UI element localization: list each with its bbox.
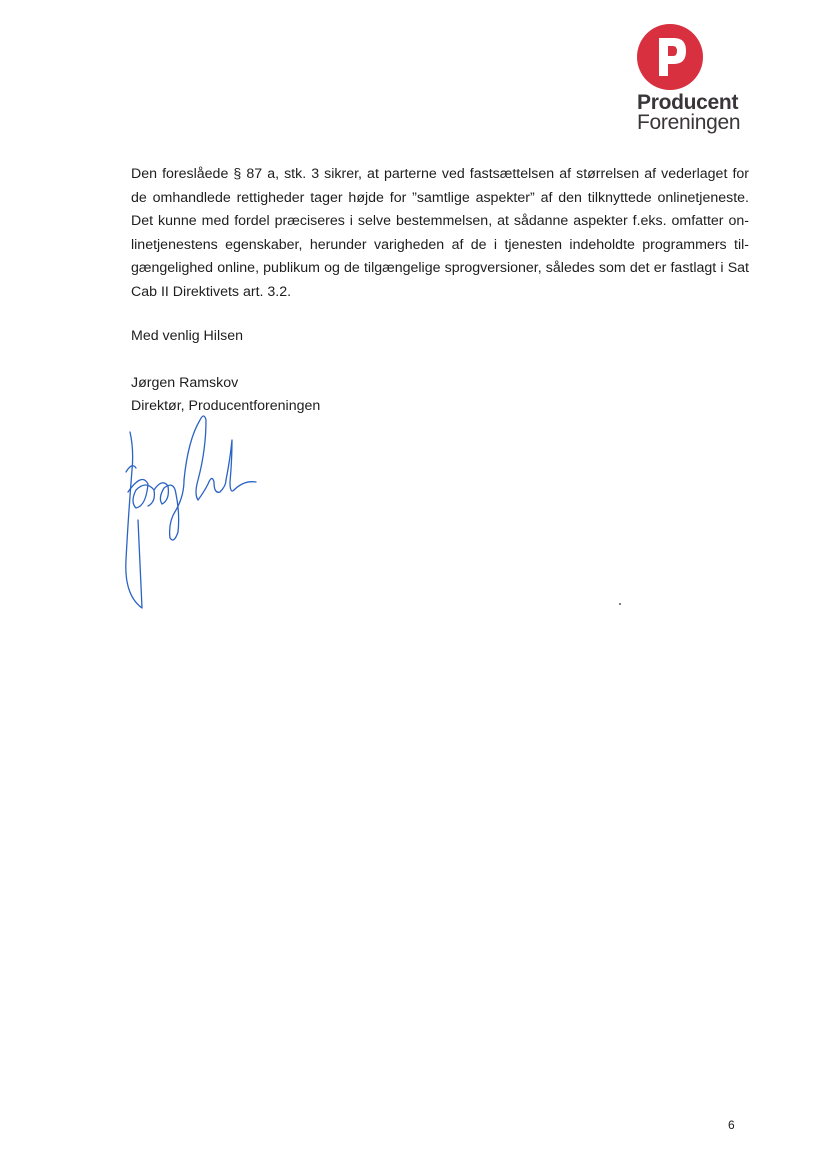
page-number: 6 bbox=[728, 1118, 735, 1132]
logo-mark-icon bbox=[637, 24, 703, 90]
closing-greeting: Med venlig Hilsen bbox=[131, 328, 243, 344]
logo-text-producent: Producent bbox=[637, 91, 739, 114]
stray-mark bbox=[619, 603, 621, 605]
producentforeningen-logo bbox=[630, 24, 750, 136]
letter-paragraph: Den foreslåede § 87 a, stk. 3 sikrer, at parterne ved fastsættelsen af størrelsen af vederlaget for de omhandlede rettigheder tager højde for ”samtlige aspekter” af den tilknyttede onlinetjeneste. Det kunne med fordel præciseres i selve bestemmelsen, at sådanne aspekter f.eks. omfatter on-linetjenestens egenskaber, herunder varigheden af de i tjenesten indeholdte programmers til-gængelighed online, publikum og de tilgængelige sprogversioner, således som det er fastlagt i Sat Cab II Direktivets art. 3.2. bbox=[131, 166, 749, 300]
logo-text-foreningen: Foreningen bbox=[637, 111, 741, 134]
signer-title: Direktør, Producentforeningen bbox=[131, 398, 321, 414]
signer-name: Jørgen Ramskov bbox=[131, 375, 239, 391]
handwritten-signature bbox=[118, 410, 268, 615]
